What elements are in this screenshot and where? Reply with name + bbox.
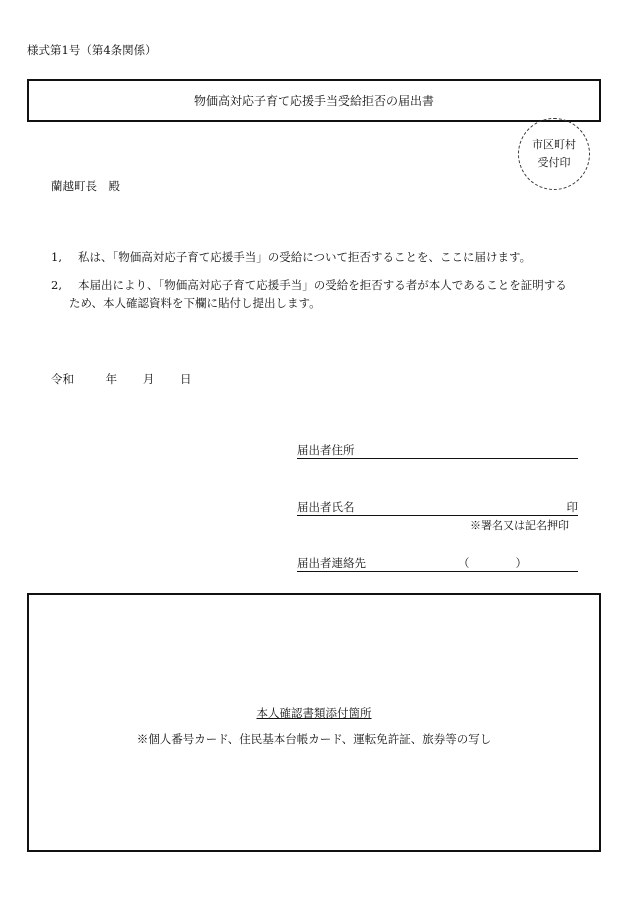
stamp-line2: 受付印 bbox=[537, 156, 571, 169]
item-text-continued: ため、本人確認資料を下欄に貼付し提出します。 bbox=[69, 296, 321, 310]
seal-note: ※署名又は記名押印 bbox=[470, 519, 569, 532]
address-label: 届出者住所 bbox=[297, 443, 355, 457]
contact-label: 届出者連絡先 bbox=[297, 556, 366, 570]
name-field[interactable] bbox=[297, 500, 578, 516]
item-number: 2, bbox=[51, 278, 62, 292]
attachment-title: 本人確認書類添付箇所 bbox=[256, 706, 372, 720]
reception-stamp-area bbox=[518, 118, 590, 190]
name-label: 届出者氏名 bbox=[297, 500, 355, 514]
attachment-note: ※個人番号カード、住民基本台帳カード、運転免許証、旅券等の写し bbox=[136, 732, 492, 746]
paren-open: （ bbox=[458, 556, 470, 570]
address-field[interactable] bbox=[297, 443, 578, 459]
paren-close: ） bbox=[515, 556, 527, 570]
item-text: 私は、「物価高対応子育て応援手当」の受給について拒否することを、ここに届けます。 bbox=[78, 250, 532, 264]
date-year: 年 bbox=[105, 372, 118, 386]
seal-mark: 印 bbox=[566, 500, 578, 514]
date-era: 令和 bbox=[51, 372, 74, 386]
attachment-area bbox=[27, 593, 601, 852]
statement-item-2 bbox=[51, 276, 591, 312]
document-title-box bbox=[27, 79, 601, 122]
statement-item-1 bbox=[51, 248, 531, 266]
contact-field[interactable] bbox=[297, 556, 578, 572]
stamp-line1: 市区町村 bbox=[532, 138, 576, 151]
date-line bbox=[51, 371, 213, 387]
date-day: 日 bbox=[179, 372, 192, 386]
date-month: 月 bbox=[142, 372, 155, 386]
document-title: 物価高対応子育て応援手当受給拒否の届出書 bbox=[193, 94, 434, 108]
item-text: 本届出により、「物価高対応子育て応援手当」の受給を拒否する者が本人であることを証明する bbox=[78, 278, 567, 292]
item-number: 1, bbox=[51, 250, 62, 264]
attachment-title-wrap bbox=[29, 705, 599, 721]
form-number: 様式第1号（第4条関係） bbox=[27, 43, 157, 57]
addressee: 蘭越町長 殿 bbox=[51, 179, 120, 193]
